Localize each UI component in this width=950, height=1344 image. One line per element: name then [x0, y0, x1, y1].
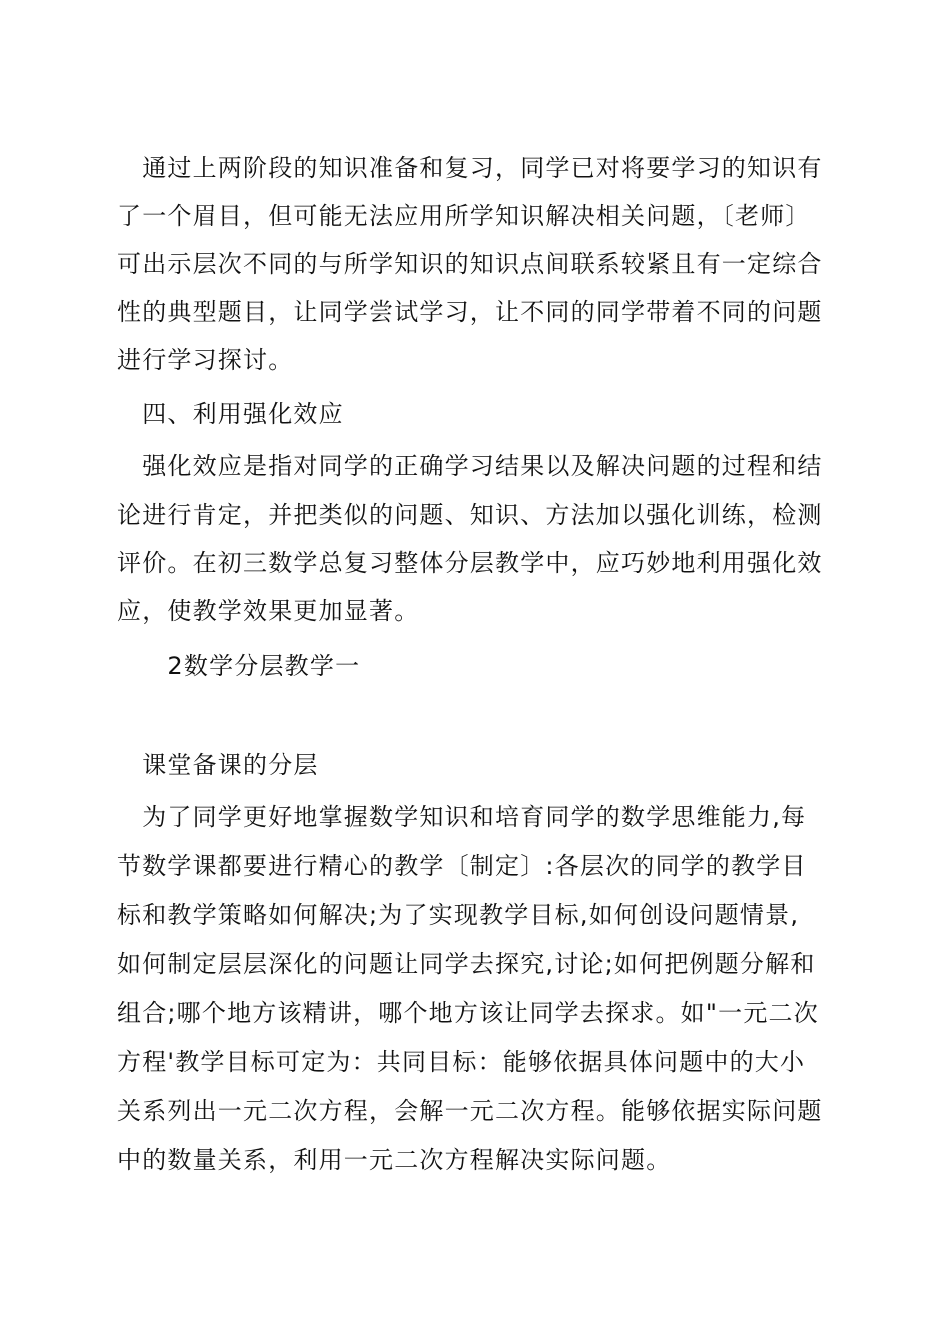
paragraph-line: 进行学习探讨。 — [117, 346, 294, 374]
section-title: 2数学分层教学一 — [117, 652, 361, 680]
paragraph-line: 标和教学策略如何解决;为了实现教学目标,如何创设问题情景, — [117, 901, 800, 929]
paragraph-line: 性的典型题目，让同学尝试学习，让不同的同学带着不同的问题 — [117, 298, 823, 326]
paragraph-line: 如何制定层层深化的问题让同学去探究,讨论;如何把例题分解和 — [117, 950, 816, 978]
subheading: 课堂备课的分层 — [117, 751, 319, 779]
paragraph-line: 了一个眉目，但可能无法应用所学知识解决相关问题，〔老师〕 — [117, 202, 811, 230]
paragraph-line: 方程'教学目标可定为：共同目标：能够依据具体问题中的大小 — [117, 1048, 806, 1076]
section-heading: 四、利用强化效应 — [117, 400, 344, 428]
paragraph-line: 应，使教学效果更加显著。 — [117, 597, 420, 625]
paragraph-line: 中的数量关系，利用一元二次方程解决实际问题。 — [117, 1146, 672, 1174]
paragraph-line: 为了同学更好地掌握数学知识和培育同学的数学思维能力,每 — [117, 803, 807, 831]
paragraph-line: 组合;哪个地方该精讲，哪个地方该让同学去探求。如"一元二次 — [117, 999, 819, 1027]
paragraph-line: 关系列出一元二次方程，会解一元二次方程。能够依据实际问题 — [117, 1097, 823, 1125]
paragraph-line: 节数学课都要进行精心的教学〔制定〕:各层次的同学的教学目 — [117, 852, 807, 880]
paragraph-line: 评价。在初三数学总复习整体分层教学中，应巧妙地利用强化效 — [117, 549, 823, 577]
paragraph-line: 通过上两阶段的知识准备和复习，同学已对将要学习的知识有 — [117, 154, 823, 182]
paragraph-line: 可出示层次不同的与所学知识的知识点间联系较紧且有一定综合 — [117, 250, 823, 278]
paragraph-line: 论进行肯定，并把类似的问题、知识、方法加以强化训练，检测 — [117, 501, 823, 529]
paragraph-line: 强化效应是指对同学的正确学习结果以及解决问题的过程和结 — [117, 452, 823, 480]
